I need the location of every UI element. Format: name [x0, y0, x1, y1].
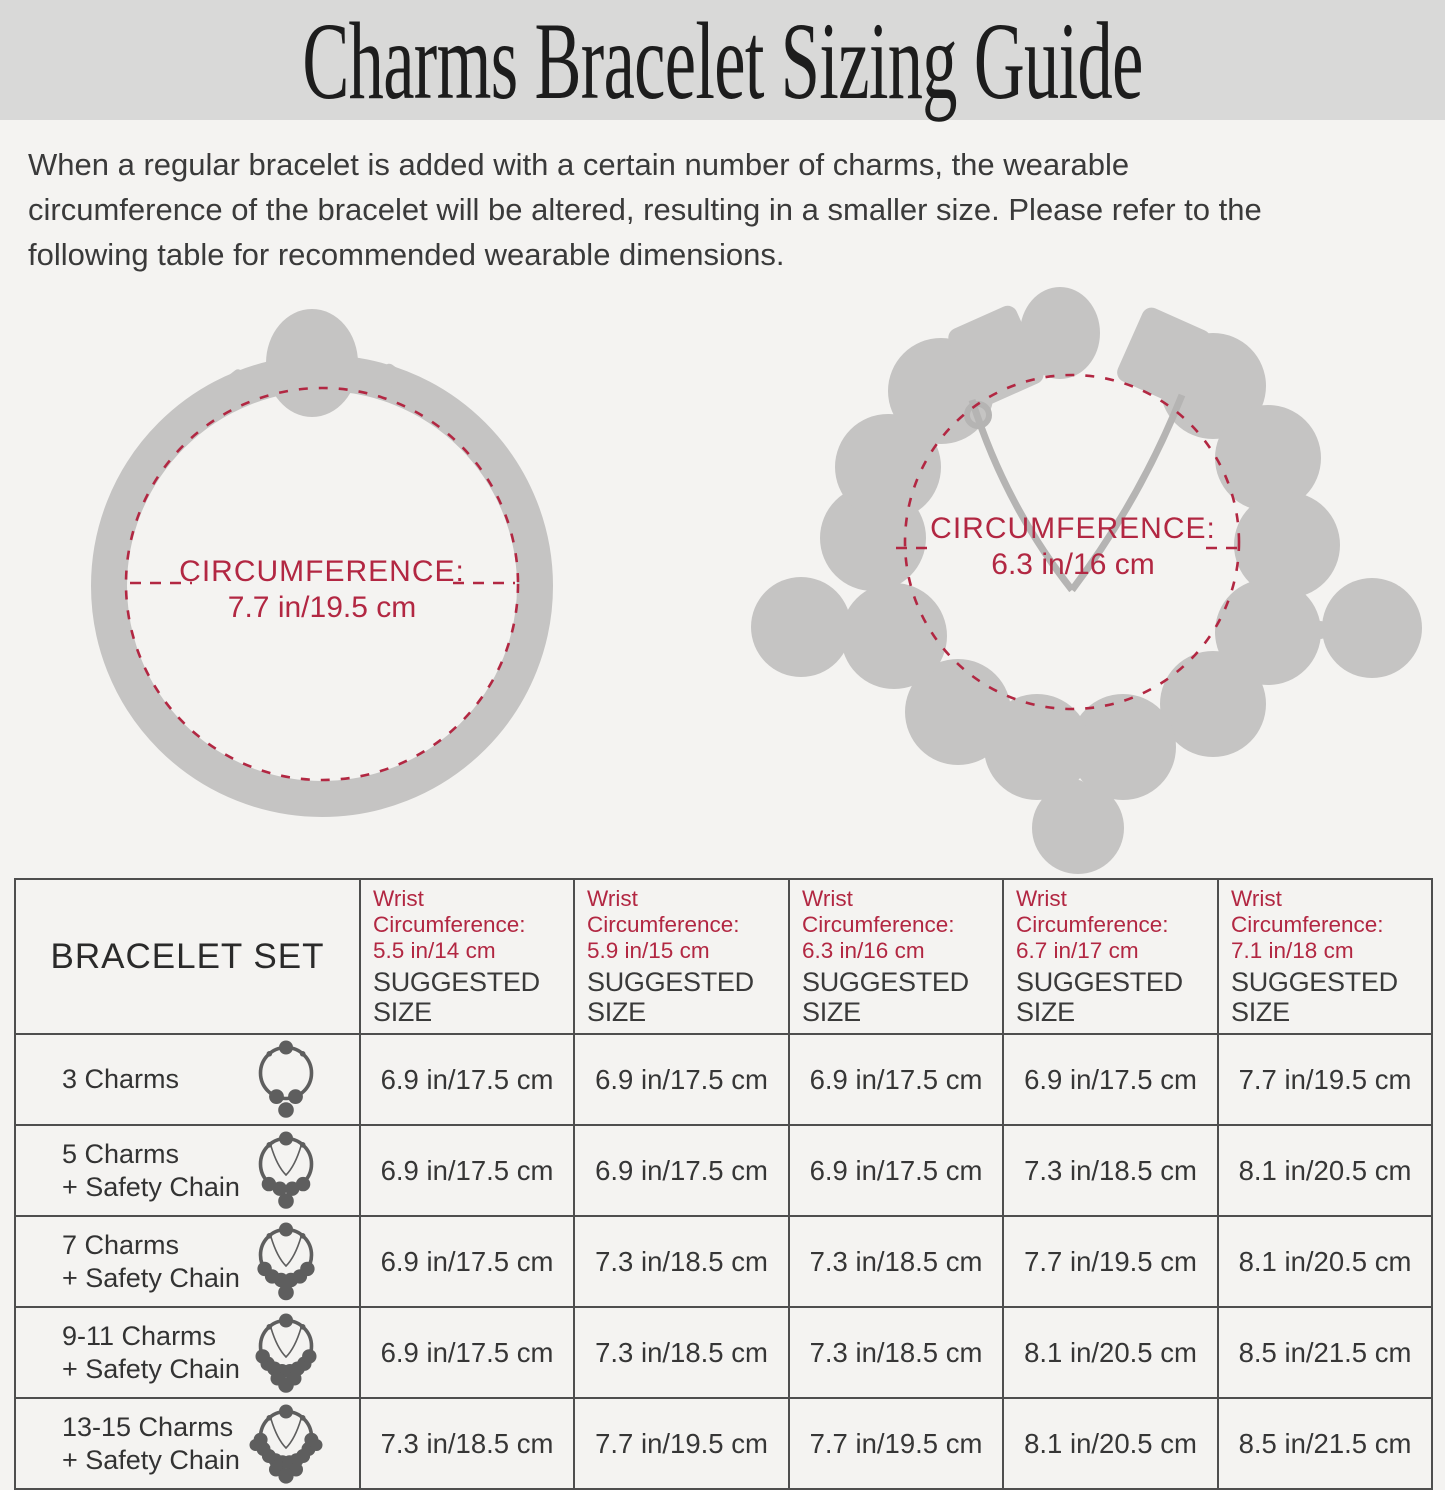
dangle-charm	[751, 577, 851, 677]
size-cell: 6.9 in/17.5 cm	[789, 1125, 1003, 1216]
size-cell: 8.1 in/20.5 cm	[1218, 1125, 1432, 1216]
row-label-cell	[15, 1125, 360, 1216]
size-cell: 6.9 in/17.5 cm	[789, 1034, 1003, 1125]
size-cell: 8.1 in/20.5 cm	[1003, 1398, 1218, 1489]
wrist-size-header-15cm	[574, 879, 789, 1034]
row-label: 3 Charms	[62, 1064, 180, 1094]
row-label-cell	[15, 1307, 360, 1398]
size-cell: 7.3 in/18.5 cm	[360, 1398, 574, 1489]
suggested-size-label: SUGGESTED SIZE	[373, 967, 540, 1027]
wrist-size-value: 6.7 in/17 cm	[1016, 938, 1139, 963]
size-cell: 6.9 in/17.5 cm	[360, 1125, 574, 1216]
size-cell: 7.3 in/18.5 cm	[789, 1216, 1003, 1307]
table-row-3-charms	[15, 1034, 1432, 1125]
wrist-size-header-17cm	[1003, 879, 1218, 1034]
size-cell: 7.7 in/19.5 cm	[574, 1398, 789, 1489]
size-cell: 7.7 in/19.5 cm	[789, 1398, 1003, 1489]
charm-bracelet-illustration	[720, 280, 1445, 880]
wrist-circumference-label: Wrist Circumference:	[373, 886, 526, 937]
size-cell: 8.5 in/21.5 cm	[1218, 1398, 1432, 1489]
wrist-size-header-18cm	[1218, 879, 1432, 1034]
wrist-size-value: 5.9 in/15 cm	[587, 938, 710, 963]
circumference-value: 7.7 in/19.5 cm	[227, 591, 417, 624]
row-label-2: + Safety Chain	[62, 1262, 240, 1293]
bracelet-set-header: BRACELET SET	[15, 879, 360, 1034]
size-cell: 6.9 in/17.5 cm	[574, 1125, 789, 1216]
size-cell: 6.9 in/17.5 cm	[360, 1034, 574, 1125]
wrist-size-value: 7.1 in/18 cm	[1231, 938, 1354, 963]
size-cell: 8.1 in/20.5 cm	[1218, 1216, 1432, 1307]
circumference-label: CIRCUMFERENCE:	[930, 512, 1216, 545]
size-cell: 7.7 in/19.5 cm	[1218, 1034, 1432, 1125]
intro-paragraph	[28, 142, 1428, 277]
wrist-circumference-label: Wrist Circumference:	[1016, 886, 1169, 937]
wrist-size-value: 5.5 in/14 cm	[373, 938, 496, 963]
plain-bracelet-illustration	[0, 280, 720, 880]
row-label-cell	[15, 1216, 360, 1307]
wrist-circumference-label: Wrist Circumference:	[587, 886, 740, 937]
table-row-9-11-charms	[15, 1307, 1432, 1398]
clasp-bead	[1020, 287, 1100, 379]
table-header-row	[15, 879, 1432, 1034]
illustration-section	[0, 280, 1445, 878]
row-label: 7 Charms	[62, 1229, 180, 1260]
row-label: 5 Charms	[62, 1138, 180, 1169]
row-label: 13-15 Charms	[62, 1411, 234, 1442]
size-cell: 7.3 in/18.5 cm	[1003, 1125, 1218, 1216]
size-cell: 6.9 in/17.5 cm	[1003, 1034, 1218, 1125]
charm-bead	[1215, 405, 1321, 511]
header-banner	[0, 0, 1445, 120]
size-cell: 7.3 in/18.5 cm	[574, 1216, 789, 1307]
wrist-size-value: 6.3 in/16 cm	[802, 938, 925, 963]
size-cell: 7.3 in/18.5 cm	[789, 1307, 1003, 1398]
bracelet-7-charms-safety-chain-icon	[249, 1221, 323, 1303]
table-row-7-charms	[15, 1216, 1432, 1307]
size-cell: 8.1 in/20.5 cm	[1003, 1307, 1218, 1398]
intro-line: circumference of the bracelet will be altered, resulting in a smaller size. Please refer to the	[28, 192, 1262, 227]
row-label-2: + Safety Chain	[62, 1171, 240, 1202]
bracelet-13-15-charms-safety-chain-icon	[249, 1403, 323, 1485]
suggested-size-label: SUGGESTED SIZE	[802, 967, 969, 1027]
size-cell: 7.7 in/19.5 cm	[1003, 1216, 1218, 1307]
size-cell: 6.9 in/17.5 cm	[360, 1307, 574, 1398]
row-label: 9-11 Charms	[62, 1320, 217, 1351]
charm-bead	[1234, 492, 1340, 598]
wrist-size-header-14cm	[360, 879, 574, 1034]
page-title: Charms Bracelet Sizing Guide	[302, 0, 1143, 122]
suggested-size-label: SUGGESTED SIZE	[1231, 967, 1398, 1027]
circumference-label: CIRCUMFERENCE:	[179, 555, 465, 588]
clasp-bead	[266, 309, 358, 417]
size-cell: 6.9 in/17.5 cm	[574, 1034, 789, 1125]
intro-line: following table for recommended wearable dimensions.	[28, 237, 785, 272]
dangle-charm	[1322, 578, 1422, 678]
suggested-size-label: SUGGESTED SIZE	[587, 967, 754, 1027]
plain-bracelet-figure	[0, 280, 720, 880]
wrist-circumference-label: Wrist Circumference:	[1231, 886, 1384, 937]
dangle-charm	[1032, 782, 1124, 874]
circumference-value: 6.3 in/16 cm	[991, 548, 1155, 581]
bracelet-3-charms-icon	[249, 1039, 323, 1121]
row-label-2: + Safety Chain	[62, 1444, 240, 1475]
row-label-cell	[15, 1034, 360, 1125]
charm-bead	[841, 583, 947, 689]
table-row-5-charms	[15, 1125, 1432, 1216]
row-label-2: + Safety Chain	[62, 1353, 240, 1384]
row-label-cell	[15, 1398, 360, 1489]
bracelet-9-11-charms-safety-chain-icon	[249, 1312, 323, 1394]
size-cell: 6.9 in/17.5 cm	[360, 1216, 574, 1307]
size-cell: 7.3 in/18.5 cm	[574, 1307, 789, 1398]
wrist-size-header-16cm	[789, 879, 1003, 1034]
size-cell: 8.5 in/21.5 cm	[1218, 1307, 1432, 1398]
table-row-13-15-charms	[15, 1398, 1432, 1489]
sizing-table	[14, 878, 1433, 1490]
suggested-size-label: SUGGESTED SIZE	[1016, 967, 1183, 1027]
wrist-circumference-label: Wrist Circumference:	[802, 886, 955, 937]
charm-bracelet-figure	[720, 280, 1445, 880]
intro-line: When a regular bracelet is added with a certain number of charms, the wearable	[28, 147, 1130, 182]
charm-bead	[1160, 651, 1266, 757]
bracelet-5-charms-safety-chain-icon	[249, 1130, 323, 1212]
